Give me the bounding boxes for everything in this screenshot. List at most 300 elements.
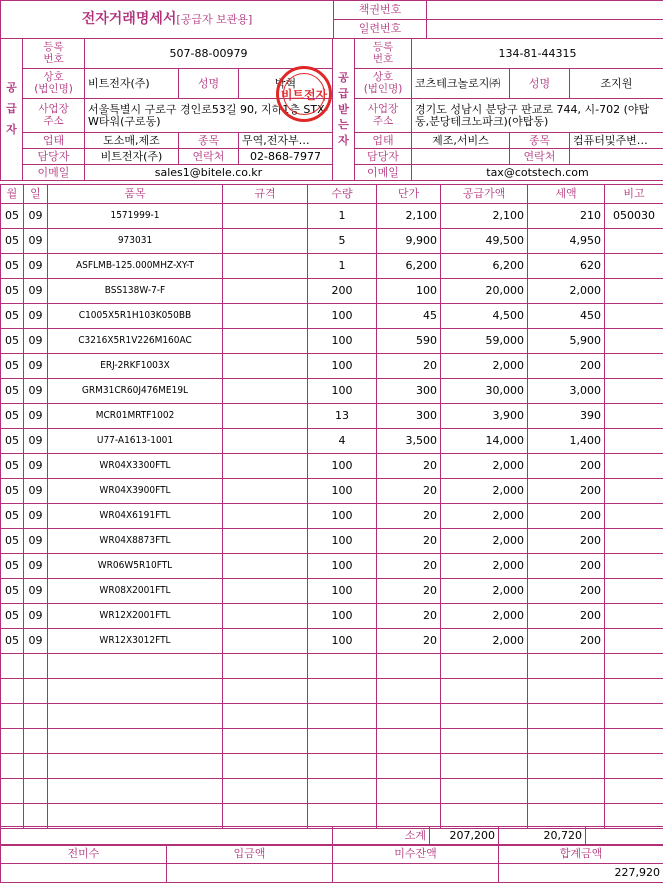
item-month: 05 xyxy=(1,229,24,254)
item-qty: 100 xyxy=(308,504,377,529)
item-spec xyxy=(223,504,308,529)
column-header: 일 xyxy=(24,185,48,204)
item-supply-amount: 2,000 xyxy=(441,529,528,554)
empty-cell xyxy=(605,804,663,829)
empty-cell xyxy=(528,779,605,804)
supplier-reg-no: 507-88-00979 xyxy=(85,39,333,69)
book-no-value xyxy=(427,1,663,20)
item-day: 09 xyxy=(24,204,48,229)
item-unit-price: 300 xyxy=(377,404,441,429)
item-tax: 200 xyxy=(528,604,605,629)
item-note xyxy=(605,279,663,304)
item-spec xyxy=(223,479,308,504)
empty-cell xyxy=(1,679,24,704)
item-qty: 100 xyxy=(308,554,377,579)
buyer-side-char: 받 xyxy=(338,102,349,116)
supplier-side-char: 자 xyxy=(6,122,17,136)
item-month: 05 xyxy=(1,579,24,604)
item-supply-amount: 14,000 xyxy=(441,429,528,454)
item-month: 05 xyxy=(1,479,24,504)
item-day: 09 xyxy=(24,279,48,304)
item-tax: 210 xyxy=(528,204,605,229)
empty-cell xyxy=(377,729,441,754)
document-title xyxy=(1,1,334,39)
empty-cell xyxy=(1,729,24,754)
empty-cell xyxy=(308,654,377,679)
item-row xyxy=(1,379,663,404)
buyer-manager xyxy=(412,149,510,165)
item-month: 05 xyxy=(1,604,24,629)
supplier-side-label xyxy=(1,39,23,181)
item-qty: 100 xyxy=(308,304,377,329)
item-note xyxy=(605,554,663,579)
item-qty: 1 xyxy=(308,254,377,279)
empty-cell xyxy=(377,779,441,804)
item-name: ERJ-2RKF1003X xyxy=(48,354,223,379)
item-supply-amount: 3,900 xyxy=(441,404,528,429)
item-qty: 100 xyxy=(308,629,377,654)
item-qty: 4 xyxy=(308,429,377,454)
column-header: 비고 xyxy=(605,185,663,204)
item-unit-price: 300 xyxy=(377,379,441,404)
item-tax: 5,900 xyxy=(528,329,605,354)
item-unit-price: 20 xyxy=(377,629,441,654)
item-row xyxy=(1,454,663,479)
item-unit-price: 590 xyxy=(377,329,441,354)
item-month: 05 xyxy=(1,329,24,354)
item-note xyxy=(605,329,663,354)
supplier-manager: 비트전자(주) xyxy=(85,149,179,165)
item-row xyxy=(1,579,663,604)
item-month: 05 xyxy=(1,354,24,379)
item-tax: 2,000 xyxy=(528,279,605,304)
item-name: ASFLMB-125.000MHZ-XY-T xyxy=(48,254,223,279)
supplier-biz-type-label: 업태 xyxy=(23,133,85,149)
column-header: 세액 xyxy=(528,185,605,204)
empty-row xyxy=(1,804,663,829)
item-note xyxy=(605,479,663,504)
item-tax: 4,950 xyxy=(528,229,605,254)
item-row xyxy=(1,604,663,629)
empty-cell xyxy=(24,679,48,704)
empty-cell xyxy=(441,804,528,829)
empty-row xyxy=(1,729,663,754)
item-spec xyxy=(223,304,308,329)
empty-cell xyxy=(223,779,308,804)
empty-cell xyxy=(48,679,223,704)
empty-cell xyxy=(528,704,605,729)
item-supply-amount: 4,500 xyxy=(441,304,528,329)
item-row xyxy=(1,529,663,554)
item-day: 09 xyxy=(24,354,48,379)
item-tax: 200 xyxy=(528,354,605,379)
buyer-address-label: 사업장 주소 xyxy=(355,99,412,133)
title-table xyxy=(0,0,663,39)
grand-total-label: 합계금액 xyxy=(499,845,663,864)
empty-row xyxy=(1,754,663,779)
empty-cell xyxy=(48,804,223,829)
item-unit-price: 20 xyxy=(377,454,441,479)
buyer-manager-label: 담당자 xyxy=(355,149,412,165)
prev-balance-label: 전미수 xyxy=(1,845,167,864)
item-unit-price: 20 xyxy=(377,504,441,529)
item-unit-price: 3,500 xyxy=(377,429,441,454)
item-qty: 200 xyxy=(308,279,377,304)
item-unit-price: 20 xyxy=(377,479,441,504)
item-qty: 100 xyxy=(308,354,377,379)
title-text: 전자거래명세서 xyxy=(81,11,177,28)
buyer-reg-no: 134-81-44315 xyxy=(412,39,663,69)
item-name: U77-A1613-1001 xyxy=(48,429,223,454)
item-supply-amount: 2,000 xyxy=(441,454,528,479)
item-month: 05 xyxy=(1,304,24,329)
empty-cell xyxy=(605,679,663,704)
item-tax: 200 xyxy=(528,579,605,604)
serial-no-value xyxy=(427,20,663,39)
item-name: WR04X3300FTL xyxy=(48,454,223,479)
item-row xyxy=(1,279,663,304)
item-name: C1005X5R1H103K050BB xyxy=(48,304,223,329)
item-row xyxy=(1,504,663,529)
item-supply-amount: 6,200 xyxy=(441,254,528,279)
empty-cell xyxy=(441,654,528,679)
buyer-side-char: 급 xyxy=(338,86,349,100)
empty-cell xyxy=(223,754,308,779)
item-spec xyxy=(223,329,308,354)
column-header: 월 xyxy=(1,185,24,204)
empty-row xyxy=(1,654,663,679)
item-day: 09 xyxy=(24,329,48,354)
item-note xyxy=(605,354,663,379)
empty-cell xyxy=(528,804,605,829)
item-supply-amount: 2,000 xyxy=(441,629,528,654)
item-row xyxy=(1,354,663,379)
item-name: C3216X5R1V226M160AC xyxy=(48,329,223,354)
item-unit-price: 6,200 xyxy=(377,254,441,279)
item-note xyxy=(605,404,663,429)
supplier-biz-type: 도소매,제조 xyxy=(85,133,179,149)
item-note: 050030 xyxy=(605,204,663,229)
item-unit-price: 45 xyxy=(377,304,441,329)
item-supply-amount: 30,000 xyxy=(441,379,528,404)
empty-cell xyxy=(605,729,663,754)
empty-cell xyxy=(441,704,528,729)
item-note xyxy=(605,379,663,404)
buyer-biz-item: 컴퓨터및주변… xyxy=(570,133,663,149)
item-note xyxy=(605,629,663,654)
item-month: 05 xyxy=(1,254,24,279)
footer-table xyxy=(0,826,663,846)
item-supply-amount: 59,000 xyxy=(441,329,528,354)
item-supply-amount: 2,000 xyxy=(441,554,528,579)
item-day: 09 xyxy=(24,229,48,254)
supplier-address: 서울특별시 구로구 경인로53길 90, 지하1층 STX-W타워(구로동) xyxy=(85,99,333,133)
item-row xyxy=(1,429,663,454)
item-unit-price: 9,900 xyxy=(377,229,441,254)
item-tax: 200 xyxy=(528,629,605,654)
empty-cell xyxy=(605,754,663,779)
item-spec xyxy=(223,404,308,429)
empty-cell xyxy=(1,704,24,729)
subtotal-label: 소계 xyxy=(333,827,430,846)
item-qty: 100 xyxy=(308,529,377,554)
remaining-label: 미수잔액 xyxy=(333,845,499,864)
supplier-address-label: 사업장 주소 xyxy=(23,99,85,133)
empty-cell xyxy=(605,704,663,729)
empty-cell xyxy=(308,679,377,704)
received-value xyxy=(167,864,333,883)
column-header: 단가 xyxy=(377,185,441,204)
item-month: 05 xyxy=(1,554,24,579)
grand-total-value: 227,920 xyxy=(499,864,663,883)
empty-cell xyxy=(24,754,48,779)
item-unit-price: 20 xyxy=(377,554,441,579)
empty-row xyxy=(1,779,663,804)
item-note xyxy=(605,304,663,329)
item-unit-price: 20 xyxy=(377,604,441,629)
empty-cell xyxy=(528,679,605,704)
item-note xyxy=(605,254,663,279)
item-note xyxy=(605,454,663,479)
item-spec xyxy=(223,254,308,279)
empty-cell xyxy=(24,704,48,729)
item-month: 05 xyxy=(1,454,24,479)
column-header: 품목 xyxy=(48,185,223,204)
empty-cell xyxy=(48,779,223,804)
subtotal-row xyxy=(1,827,663,846)
item-supply-amount: 2,000 xyxy=(441,604,528,629)
received-label: 입금액 xyxy=(167,845,333,864)
item-tax: 3,000 xyxy=(528,379,605,404)
buyer-contact-label: 연락처 xyxy=(510,149,570,165)
item-row xyxy=(1,404,663,429)
item-tax: 200 xyxy=(528,504,605,529)
buyer-side-char: 자 xyxy=(338,134,349,148)
empty-cell xyxy=(24,804,48,829)
empty-cell xyxy=(24,729,48,754)
item-day: 09 xyxy=(24,579,48,604)
item-name: WR04X3900FTL xyxy=(48,479,223,504)
item-row xyxy=(1,229,663,254)
item-row xyxy=(1,479,663,504)
empty-row xyxy=(1,704,663,729)
book-no-label: 책권번호 xyxy=(334,1,427,20)
supplier-biz-item: 무역,전자부… xyxy=(239,133,333,149)
empty-cell xyxy=(377,679,441,704)
item-month: 05 xyxy=(1,429,24,454)
buyer-rep: 조지원 xyxy=(570,69,663,99)
item-qty: 13 xyxy=(308,404,377,429)
empty-cell xyxy=(308,754,377,779)
empty-cell xyxy=(528,729,605,754)
item-supply-amount: 20,000 xyxy=(441,279,528,304)
item-unit-price: 2,100 xyxy=(377,204,441,229)
item-name: WR04X8873FTL xyxy=(48,529,223,554)
empty-cell xyxy=(223,704,308,729)
empty-cell xyxy=(605,779,663,804)
items-header-row xyxy=(1,185,663,204)
empty-cell xyxy=(1,804,24,829)
buyer-address: 경기도 성남시 분당구 판교로 744, 시-702 (야탑동,분당테크노파크)(야탑동) xyxy=(412,99,663,133)
title-subtitle: [공급자 보관용] xyxy=(176,13,253,27)
item-tax: 620 xyxy=(528,254,605,279)
empty-cell xyxy=(24,779,48,804)
item-row xyxy=(1,254,663,279)
item-day: 09 xyxy=(24,454,48,479)
empty-cell xyxy=(1,754,24,779)
item-qty: 100 xyxy=(308,329,377,354)
item-month: 05 xyxy=(1,529,24,554)
item-note xyxy=(605,579,663,604)
empty-cell xyxy=(308,779,377,804)
item-row xyxy=(1,304,663,329)
buyer-company-label: 상호 (법인명) xyxy=(355,69,412,99)
supplier-company-label: 상호 (법인명) xyxy=(23,69,85,99)
empty-cell xyxy=(308,729,377,754)
item-name: WR04X6191FTL xyxy=(48,504,223,529)
empty-cell xyxy=(528,754,605,779)
empty-cell xyxy=(441,779,528,804)
buyer-biz-type: 제조,서비스 xyxy=(412,133,510,149)
item-name: MCR01MRTF1002 xyxy=(48,404,223,429)
empty-cell xyxy=(223,679,308,704)
buyer-email-label: 이메일 xyxy=(355,165,412,181)
item-supply-amount: 2,000 xyxy=(441,354,528,379)
item-spec xyxy=(223,204,308,229)
empty-row xyxy=(1,679,663,704)
buyer-side-char: 공 xyxy=(338,70,349,84)
summary-table xyxy=(0,844,663,883)
item-supply-amount: 2,000 xyxy=(441,579,528,604)
empty-cell xyxy=(48,704,223,729)
subtotal-tax: 20,720 xyxy=(499,827,586,846)
item-month: 05 xyxy=(1,379,24,404)
empty-cell xyxy=(377,804,441,829)
item-tax: 390 xyxy=(528,404,605,429)
item-spec xyxy=(223,554,308,579)
buyer-email: tax@cotstech.com xyxy=(412,165,663,181)
supplier-contact-label: 연락처 xyxy=(179,149,239,165)
item-supply-amount: 49,500 xyxy=(441,229,528,254)
item-day: 09 xyxy=(24,554,48,579)
item-row xyxy=(1,629,663,654)
item-qty: 100 xyxy=(308,379,377,404)
item-name: WR12X2001FTL xyxy=(48,604,223,629)
item-spec xyxy=(223,379,308,404)
item-name: GRM31CR60J476ME19L xyxy=(48,379,223,404)
item-day: 09 xyxy=(24,304,48,329)
buyer-rep-label: 성명 xyxy=(510,69,570,99)
item-month: 05 xyxy=(1,204,24,229)
seal-text: 비트전자 xyxy=(280,87,328,102)
item-spec xyxy=(223,279,308,304)
buyer-company: 코츠테크놀로지㈜ xyxy=(412,69,510,99)
item-qty: 100 xyxy=(308,579,377,604)
empty-cell xyxy=(377,754,441,779)
company-seal xyxy=(276,66,332,122)
empty-cell xyxy=(308,804,377,829)
empty-cell xyxy=(605,654,663,679)
item-spec xyxy=(223,229,308,254)
item-tax: 1,400 xyxy=(528,429,605,454)
column-header: 수량 xyxy=(308,185,377,204)
empty-cell xyxy=(48,654,223,679)
item-qty: 1 xyxy=(308,204,377,229)
empty-cell xyxy=(48,729,223,754)
item-note xyxy=(605,529,663,554)
subtotal-supply: 207,200 xyxy=(430,827,499,846)
item-month: 05 xyxy=(1,629,24,654)
buyer-contact xyxy=(570,149,663,165)
supplier-rep-label: 성명 xyxy=(179,69,239,99)
item-name: WR08X2001FTL xyxy=(48,579,223,604)
column-header: 공급가액 xyxy=(441,185,528,204)
supplier-manager-label: 담당자 xyxy=(23,149,85,165)
supplier-email: sales1@bitele.co.kr xyxy=(85,165,333,181)
item-day: 09 xyxy=(24,379,48,404)
empty-cell xyxy=(48,754,223,779)
item-tax: 200 xyxy=(528,454,605,479)
item-spec xyxy=(223,529,308,554)
item-unit-price: 20 xyxy=(377,529,441,554)
prev-balance-value xyxy=(1,864,167,883)
item-spec xyxy=(223,354,308,379)
empty-cell xyxy=(441,754,528,779)
item-note xyxy=(605,504,663,529)
item-unit-price: 20 xyxy=(377,354,441,379)
item-supply-amount: 2,000 xyxy=(441,479,528,504)
item-month: 05 xyxy=(1,504,24,529)
empty-cell xyxy=(441,679,528,704)
item-qty: 100 xyxy=(308,454,377,479)
empty-cell xyxy=(223,729,308,754)
item-qty: 5 xyxy=(308,229,377,254)
buyer-side-label xyxy=(333,39,355,181)
item-unit-price: 100 xyxy=(377,279,441,304)
item-day: 09 xyxy=(24,629,48,654)
item-note xyxy=(605,429,663,454)
item-note xyxy=(605,229,663,254)
item-name: 1571999-1 xyxy=(48,204,223,229)
item-row xyxy=(1,329,663,354)
column-header: 규격 xyxy=(223,185,308,204)
empty-cell xyxy=(377,704,441,729)
serial-no-label: 일련번호 xyxy=(334,20,427,39)
item-spec xyxy=(223,579,308,604)
supplier-email-label: 이메일 xyxy=(23,165,85,181)
item-name: BSS138W-7-F xyxy=(48,279,223,304)
item-day: 09 xyxy=(24,429,48,454)
empty-cell xyxy=(308,704,377,729)
item-note xyxy=(605,604,663,629)
empty-cell xyxy=(377,654,441,679)
item-day: 09 xyxy=(24,479,48,504)
item-spec xyxy=(223,629,308,654)
item-spec xyxy=(223,454,308,479)
remaining-value xyxy=(333,864,499,883)
supplier-side-char: 급 xyxy=(6,102,17,116)
item-day: 09 xyxy=(24,604,48,629)
item-supply-amount: 2,000 xyxy=(441,504,528,529)
empty-cell xyxy=(441,729,528,754)
item-qty: 100 xyxy=(308,604,377,629)
party-table xyxy=(0,38,663,181)
supplier-contact: 02-868-7977 xyxy=(239,149,333,165)
item-tax: 200 xyxy=(528,554,605,579)
item-supply-amount: 2,100 xyxy=(441,204,528,229)
item-row xyxy=(1,204,663,229)
item-day: 09 xyxy=(24,529,48,554)
